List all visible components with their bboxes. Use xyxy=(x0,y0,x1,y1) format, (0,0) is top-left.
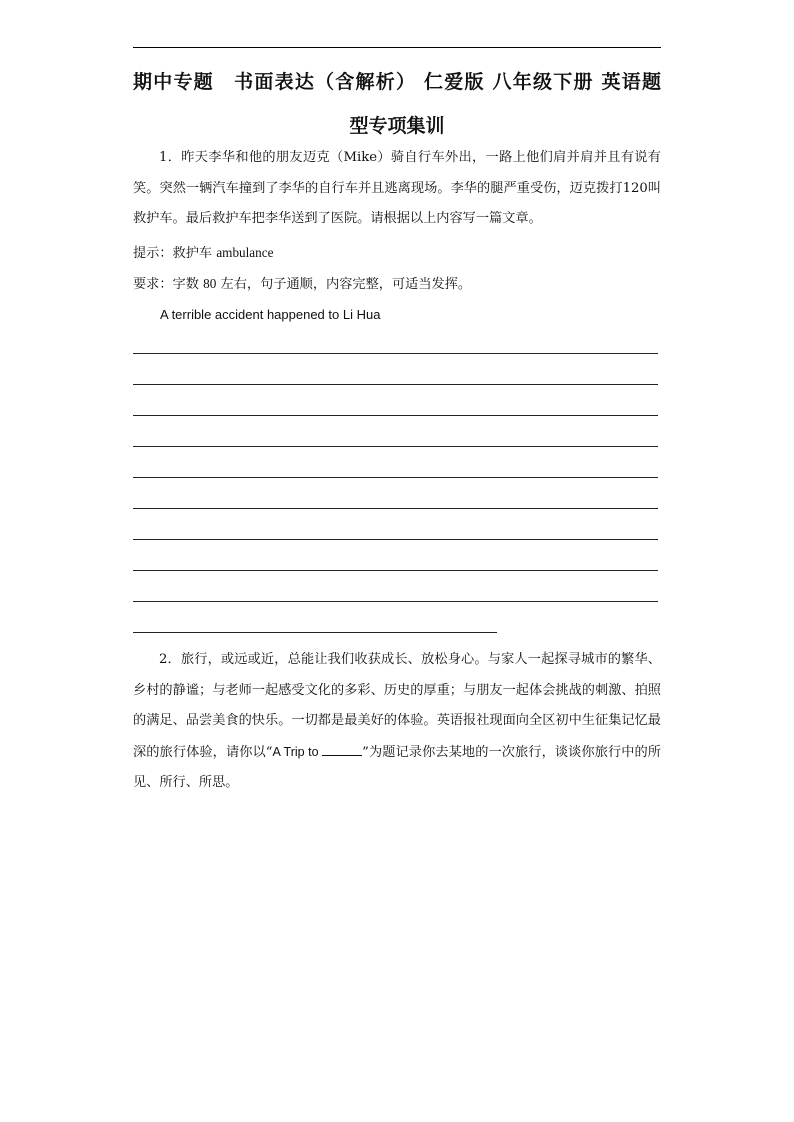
requirement-count: 80 xyxy=(203,276,217,291)
answer-line[interactable] xyxy=(133,632,497,633)
question-1-hint xyxy=(133,243,273,264)
hint-label: 提示：救护车 xyxy=(133,246,217,261)
question-1-essay-prompt: A terrible accident happened to Li Hua xyxy=(160,307,381,322)
header-rule xyxy=(133,47,661,48)
question-2-topic-prefix: A Trip to xyxy=(272,744,323,759)
question-2-text-after: ”为题记录你去某地的一次旅行，谈谈你旅行中的所见、所行、所思。 xyxy=(133,744,661,790)
answer-line[interactable] xyxy=(133,508,658,509)
answer-line[interactable] xyxy=(133,601,658,602)
document-title-line-1: 期中专题 书面表达（含解析） 仁爱版 八年级下册 英语题 xyxy=(133,71,661,93)
answer-line[interactable] xyxy=(133,539,658,540)
answer-line[interactable] xyxy=(133,353,658,354)
requirement-label: 要求：字数 xyxy=(133,277,204,292)
question-2-text xyxy=(133,645,661,799)
requirement-rest: 左右，句子通顺，内容完整，可适当发挥。 xyxy=(216,277,472,292)
answer-line[interactable] xyxy=(133,384,658,385)
question-1-text: 1．昨天李华和他的朋友迈克（Mike）骑自行车外出，一路上他们肩并肩并且有说有笑。突然一辆汽车撞到了李华的自行车并且逃离现场。李华的腿严重受伤，迈克拨打120叫救护车。最后救护车把李华送到了医院。请根据以上内容写一篇文章。 xyxy=(133,150,661,226)
document-title-line-2: 型专项集训 xyxy=(349,115,445,137)
question-2-text-before: 2．旅行，或远或近，总能让我们收获成长、放松身心。与家人一起探寻城市的繁华、乡村的静谧；与老师一起感受文化的多彩、历史的厚重；与朋友一起体会挑战的刺激、拍照的满足、品尝美食的快乐。一切都是最美好的体验。英语报社现面向全区初中生征集记忆最深的旅行体验，请你以“ xyxy=(133,652,661,760)
question-1-requirement xyxy=(133,274,471,295)
answer-line[interactable] xyxy=(133,570,658,571)
answer-line[interactable] xyxy=(133,415,658,416)
question-2-topic-blank[interactable] xyxy=(322,743,362,756)
answer-line[interactable] xyxy=(133,446,658,447)
hint-word: ambulance xyxy=(216,245,274,260)
answer-line[interactable] xyxy=(133,477,658,478)
